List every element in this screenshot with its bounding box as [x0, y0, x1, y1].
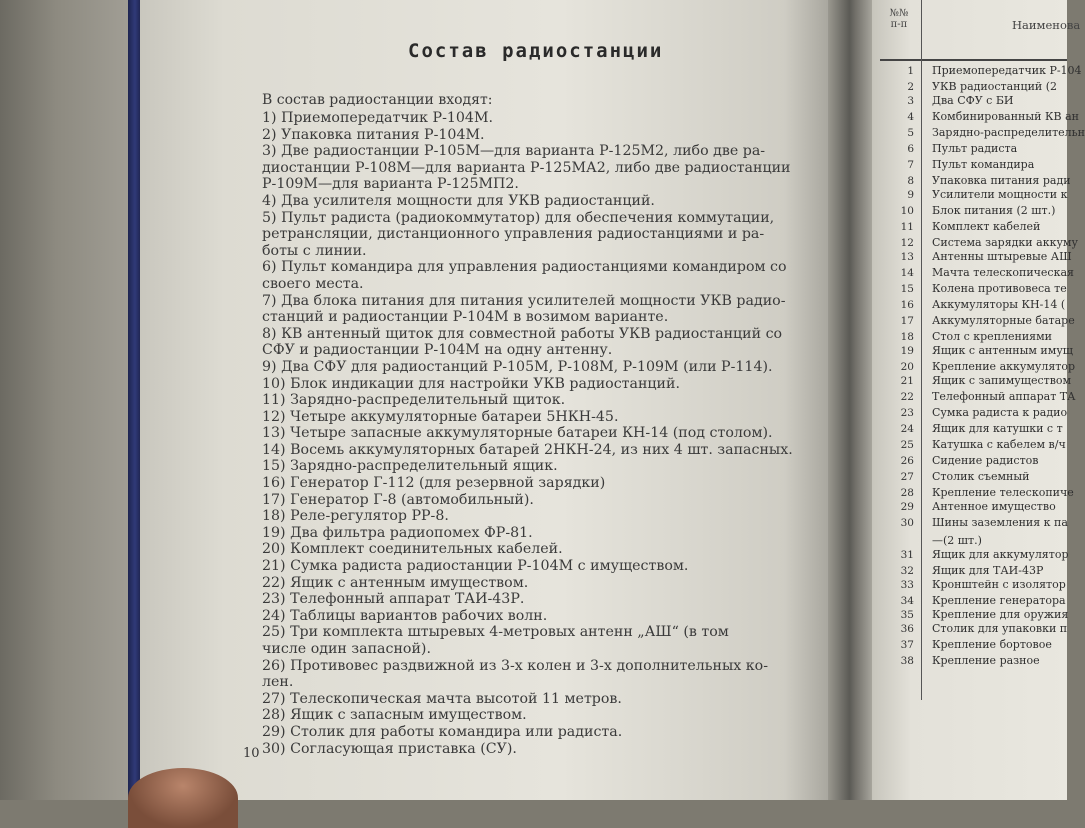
row-number: 35: [900, 609, 914, 621]
book-gutter: [828, 0, 876, 800]
row-number: 34: [900, 595, 914, 607]
list-item: лен.: [262, 674, 294, 691]
list-item: 5) Пульт радиста (радиокоммутатор) для обеспечения коммутации,: [262, 209, 775, 226]
table-row: [876, 93, 1067, 109]
row-name: Крепление разное: [932, 654, 1040, 667]
row-name: —(2 шт.): [932, 534, 982, 547]
row-number: 13: [900, 251, 914, 263]
row-name: Крепление для оружия: [932, 608, 1069, 621]
row-number: 21: [900, 375, 914, 387]
page-title: Состав радиостанции: [408, 40, 664, 62]
table-row: [876, 637, 1067, 653]
table-row: [876, 453, 1067, 469]
row-number: 27: [900, 471, 914, 483]
table-row: [876, 125, 1085, 141]
row-number: 18: [900, 331, 914, 343]
table-row: [876, 249, 1072, 265]
row-name: Крепление бортовое: [932, 638, 1052, 651]
list-item: 15) Зарядно-распределительный ящик.: [262, 458, 558, 475]
row-number: 30: [900, 517, 914, 529]
intro-text: В состав радиостанции входят:: [262, 92, 493, 108]
row-name: Ящик для аккумулятор: [932, 548, 1069, 561]
row-name: Комбинированный КВ ан: [932, 110, 1079, 123]
list-item: 26) Противовес раздвижной из 3-х колен и 3-х дополнительных ко-: [262, 657, 768, 674]
list-item: станций и радиостанции Р-104М в возимом варианте.: [262, 309, 669, 326]
list-item: 4) Два усилителя мощности для УКВ радиостанций.: [262, 192, 655, 209]
row-number: 31: [900, 549, 914, 561]
row-name: Ящик с антенным имущ: [932, 344, 1074, 357]
row-name: Сидение радистов: [932, 454, 1039, 467]
row-number: 20: [900, 361, 914, 373]
list-item: 3) Две радиостанции Р-105М—для варианта Р-125М2, либо две ра-: [262, 143, 766, 160]
table-row: [876, 297, 1067, 313]
table-row: [876, 281, 1067, 297]
table-row: [876, 265, 1074, 281]
row-number: 23: [900, 407, 914, 419]
list-item: 30) Согласующая приставка (СУ).: [262, 740, 517, 757]
table-header-rule: [880, 59, 1067, 61]
table-row: [876, 515, 1067, 531]
row-name: Антенны штыревые АШ: [932, 250, 1072, 263]
table-header-number: №№ п-п: [889, 8, 909, 30]
list-item: 21) Сумка радиста радиостанции Р-104М с имуществом.: [262, 558, 689, 575]
list-item: 8) КВ антенный щиток для совместной работы УКВ радиостанций со: [262, 325, 783, 342]
table-row: [876, 109, 1079, 125]
list-item: 22) Ящик с антенным имуществом.: [262, 574, 529, 591]
table-row: [876, 577, 1067, 593]
row-number: 11: [900, 221, 914, 233]
row-number: 7: [907, 159, 914, 171]
row-number: 36: [900, 623, 914, 635]
list-item: ретрансляции, дистанционного управления радиостанциями и ра-: [262, 226, 765, 243]
row-name: Зарядно-распределительн: [932, 126, 1085, 139]
table-row: [876, 219, 1067, 235]
table-row: [876, 203, 1067, 219]
row-number: 22: [900, 391, 914, 403]
list-item: 10) Блок индикации для настройки УКВ радиостанций.: [262, 375, 680, 392]
row-name: Усилители мощности к: [932, 188, 1068, 201]
row-name: Приемопередатчик Р-104: [932, 64, 1082, 77]
list-item: своего места.: [262, 275, 364, 292]
table-row: [876, 187, 1067, 203]
row-name: Пульт командира: [932, 158, 1035, 171]
row-number: 24: [900, 423, 914, 435]
list-item: диостанции Р-108М—для варианта Р-125МА2, либо две радиостанции: [262, 159, 791, 176]
row-number: 6: [907, 143, 914, 155]
row-number: 4: [907, 111, 914, 123]
table-row: [876, 421, 1067, 437]
list-item: 18) Реле-регулятор РР-8.: [262, 508, 449, 525]
row-number: 26: [900, 455, 914, 467]
row-number: 38: [900, 655, 914, 667]
composition-section: [262, 92, 822, 757]
list-item: 17) Генератор Г-8 (автомобильный).: [262, 491, 534, 508]
row-name: Столик для упаковки п: [932, 622, 1068, 635]
row-name: Блок питания (2 шт.): [932, 204, 1056, 217]
row-name: УКВ радиостанций (2: [932, 80, 1058, 93]
list-item: 28) Ящик с запасным имуществом.: [262, 707, 527, 724]
list-item: 11) Зарядно-распределительный щиток.: [262, 392, 566, 409]
row-name: Сумка радиста к радио: [932, 406, 1068, 419]
row-name: Ящик с запимуществом: [932, 374, 1072, 387]
list-item: 7) Два блока питания для питания усилителей мощности УКВ радио-: [262, 292, 786, 309]
row-name: Кронштейн с изолятор: [932, 578, 1066, 591]
table-row: [876, 469, 1067, 485]
row-number: 28: [900, 487, 914, 499]
list-item: 14) Восемь аккумуляторных батарей 2НКН-24, из них 4 шт. запасных.: [262, 441, 793, 458]
table-row: [876, 141, 1067, 157]
row-number: 9: [907, 189, 914, 201]
row-number: 17: [900, 315, 914, 327]
table-row: [876, 389, 1076, 405]
row-number: 3: [907, 95, 914, 107]
row-name: Ящик для ТАИ-43Р: [932, 564, 1044, 577]
table-header-name: Наименова: [1012, 18, 1081, 32]
row-name: Комплект кабелей: [932, 220, 1041, 233]
row-name: Антенное имущество: [932, 500, 1056, 513]
list-item: 12) Четыре аккумуляторные батареи 5НКН-45.: [262, 408, 619, 425]
page-number: 10: [243, 746, 260, 761]
row-name: Ящик для катушки с т: [932, 422, 1063, 435]
row-number: 8: [907, 175, 914, 187]
row-name: Столик съемный: [932, 470, 1030, 483]
row-number: 1: [907, 65, 914, 77]
row-number: 5: [907, 127, 914, 139]
row-number: 16: [900, 299, 914, 311]
row-name: Аккумуляторы КН-14 (: [932, 298, 1066, 311]
table-row: [876, 547, 1067, 563]
row-number: 32: [900, 565, 914, 577]
row-name: Аккумуляторные батаре: [932, 314, 1075, 327]
list-item: числе один запасной).: [262, 641, 431, 657]
row-number: 33: [900, 579, 914, 591]
row-name: Система зарядки аккуму: [932, 236, 1078, 249]
row-name: Два СФУ с БИ: [932, 94, 1014, 107]
list-item: 19) Два фильтра радиопомех ФР-81.: [262, 524, 533, 541]
table-row: [876, 621, 1067, 637]
list-item: 2) Упаковка питания Р-104М.: [262, 126, 485, 143]
row-number: 19: [900, 345, 914, 357]
list-item: СФУ и радиостанции Р-104М на одну антенну.: [262, 342, 613, 359]
row-name: Телефонный аппарат ТА: [932, 390, 1076, 403]
row-name: Мачта телескопическая: [932, 266, 1074, 279]
row-number: 14: [900, 267, 914, 279]
row-name: Крепление аккумулятор: [932, 360, 1076, 373]
composition-list: [262, 110, 822, 757]
table-row: [876, 405, 1067, 421]
row-number: 37: [900, 639, 914, 651]
row-number: 29: [900, 501, 914, 513]
list-item: Р-109М—для варианта Р-125МП2.: [262, 176, 519, 193]
table-surface: [0, 0, 140, 800]
table-row: [876, 313, 1075, 329]
table-row: [876, 373, 1072, 389]
table-row: [876, 63, 1082, 79]
list-item: 16) Генератор Г-112 (для резервной зарядки): [262, 475, 606, 492]
list-item: 23) Телефонный аппарат ТАИ-43Р.: [262, 591, 525, 608]
list-item: 24) Таблицы вариантов рабочих волн.: [262, 607, 548, 624]
row-number: 25: [900, 439, 914, 451]
row-name: Пульт радиста: [932, 142, 1018, 155]
table-row: [876, 437, 1067, 453]
list-item: 9) Два СФУ для радиостанций Р-105М, Р-108М, Р-109М (или Р-114).: [262, 358, 773, 375]
row-number: 15: [900, 283, 914, 295]
list-item: боты с линии.: [262, 242, 367, 259]
list-item: 25) Три комплекта штыревых 4-метровых антенн „АШ“ (в том: [262, 624, 729, 641]
table-row: [876, 157, 1067, 173]
table-row: [876, 653, 1067, 669]
row-name: Катушка с кабелем в/ч: [932, 438, 1066, 451]
list-item: 29) Столик для работы командира или радиста.: [262, 723, 623, 740]
list-item: 13) Четыре запасные аккумуляторные батареи КН-14 (под столом).: [262, 425, 773, 442]
row-name: Шины заземления к па: [932, 516, 1068, 529]
list-item: 1) Приемопередатчик Р-104М.: [262, 110, 493, 126]
row-number: 12: [900, 237, 914, 249]
row-name: Крепление телескопиче: [932, 486, 1074, 499]
row-name: Упаковка питания ради: [932, 174, 1071, 187]
row-number: 10: [900, 205, 914, 217]
row-name: Стол с креплениями: [932, 330, 1053, 343]
row-number: 2: [907, 81, 914, 93]
row-name: Колена противовеса те: [932, 282, 1067, 295]
list-item: 27) Телескопическая мачта высотой 11 метров.: [262, 690, 622, 707]
finger: [128, 768, 238, 828]
table-row: [876, 343, 1074, 359]
row-name: Крепление генератора: [932, 594, 1066, 607]
list-item: 6) Пульт командира для управления радиостанциями командиром со: [262, 259, 787, 276]
table-row: [876, 499, 1067, 515]
list-item: 20) Комплект соединительных кабелей.: [262, 541, 563, 558]
